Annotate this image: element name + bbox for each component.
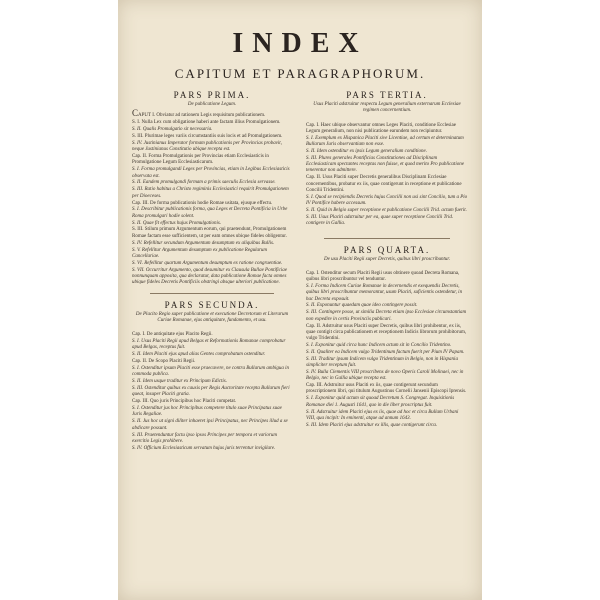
- list-item: S. III. Usus Placiti adstruitur per ea, quae super receptione Concilii Trid. contigere in Gallia.: [306, 214, 454, 227]
- list-item: S. I. Exemplum ex Hispanica Placiti sive Licentiae, ad certum et determinatum Bullarum Juris observantiam non esse.: [306, 135, 464, 148]
- list-item: S. I. Ostenditur ipsum Placiti esse praecavere, ne contra Bullarum ambigua in commoda publica.: [132, 365, 290, 378]
- list-item: S. II. Eandem promulgandi formam a primis saeculis Ecclesia servasse.: [132, 180, 276, 186]
- list-item: S. II. Idem ostenditur ex ipsis Legum generalium conditione.: [306, 148, 427, 154]
- list-item: S. II. Qualiter ea Indicem vulgo Tridentinum factum fuerit per Pium IV Papam.: [306, 349, 465, 355]
- book-page: [118, 0, 482, 600]
- list-item: S. II. Idem usque traditur ex Principum Edictis.: [132, 379, 227, 385]
- list-item: S. I. Exponitur quid circa hunc Indicem actum sit in Concilio Tridentino.: [306, 343, 452, 349]
- part-subtitle: De usu Placiti Regii super Decretis, quibus libri proscribuntur.: [323, 256, 450, 262]
- list-item: CAPUT I. Obviatur ad rationem Legis requisitum publicationem.: [132, 108, 266, 119]
- part-subtitle: De publicatione Legum.: [187, 102, 237, 107]
- list-item: S. I. Exponitur quid actum sit quoad Decretum S. Congregat. Inquisitionis Romanae diei 1. Augusti 1641, quo in die liber proscriptus fuit.: [306, 396, 455, 408]
- list-item: Cap. I. De antiquitate ejus Placito Regii.: [132, 332, 213, 338]
- list-item: S. IV. Refellitur secundum Argumentum desumptum ex aliquibus Bullis.: [132, 240, 275, 246]
- list-item: S. III. Idem Placiti ejus adstruitur ex illis, quae contigerunt circa.: [306, 422, 438, 428]
- list-item: Cap. III. De forma publicationis hodie Romae usitata, ejusque effectu.: [132, 200, 273, 206]
- list-item: S. VII. Occurritur Argumento, quod desumitur ex Clausula Bullae Pontificiae nonnunquam apposita, qua declaratur, data publicatione Romae facta omnes ubique fideles Decretis Pontificiis obstringi absque ulteriori publicatione.: [132, 267, 287, 286]
- list-item: S. I. Forma Indicem Curiae Romanae in decernendis et exequendis Decretis, quibus libri proscribuntur memorantur, usum Placiti, suficientis ostendetur, in hac Decreta exposuit.: [306, 283, 463, 302]
- list-item: S. II. Quid in Belgio super receptione et publicatione Concilii Trid. actum fuerit.: [306, 208, 467, 214]
- list-item: S. VI. Refellitur quartum Argumentum desumptum ex ratione congruentiae.: [132, 260, 283, 266]
- part-title: PARS SECUNDA.: [164, 299, 260, 310]
- list-item: S. II. Jus hoc ut signi diliter inhaeret ipsi Principatus, nec Principes illud a se abdicare possunt.: [132, 419, 288, 431]
- list-item: S. IV. Justinianus Imperator formam publicationis per Provincias probavit, neque Justinianus Constitutio ubique recepta est.: [132, 140, 282, 153]
- part-title: PARS QUARTA.: [343, 244, 431, 255]
- list-item: S. III. Plures generales Pontificias Constitutiones ad Disciplinam Ecclesiasticam spectantes receptas non fuisse, et quod merito Pro publicatione tenerentur non admittere.: [306, 155, 464, 174]
- list-item: S. II. Idem Placiti ejus apud alias Gentes comprobatum ostenditur.: [132, 352, 266, 358]
- list-item: S. I. Describitur publicationis forma, qua Leges et Decreta Pontificia in Urbe Roma promulgari hodie solent.: [132, 207, 288, 219]
- list-item: S. I. Quod se recipiendis Decretis hujus Concilii non usi sint Concilio, tum a Pio IV Pontifice habere accessum.: [306, 194, 468, 207]
- list-item: Cap. III. Adstruitur usus Placiti ex iis, quae contigerunt secundum proscriptionem libri, qui titulum Augustinus Cornelii Jansenii Episcopi Iprensis.: [306, 383, 467, 395]
- list-item: Cap. II. Usus Placiti super Decretis generalibus Disciplinam Ecclesiae concernentibus, probatur ex iis, quae contigerunt in receptione et publicatione Concilii Tridentini.: [306, 175, 462, 193]
- list-item: S. III. Ratio habitus a Christo regiminis Ecclesiastici requirit Promulgationem per Dioeceses.: [132, 187, 289, 199]
- list-item: S. I. Ostenditur jus hoc Principibus competere titulo suae Principatus suae Juris Regaliae.: [132, 406, 282, 418]
- list-item: S. V. Refellitur Argumentum desumptum ex publicatione Regularum Cancellariae.: [132, 247, 268, 259]
- list-item: Cap. II. De Scopo Placiti Regii.: [132, 359, 196, 365]
- index-subtitle: CAPITUM ET PARAGRAPHORUM.: [174, 66, 426, 81]
- list-item: S. I. Usus Placiti Regii apud Belgas et Reformationis Romanae comprobatur apud Belgas, receptus fuit.: [132, 339, 286, 351]
- list-item: S. I. Nulla Lex cum obligatione haberi ante factam illius Promulgationem.: [132, 120, 281, 126]
- part-title: PARS PRIMA.: [173, 90, 251, 100]
- list-item: Cap. I. Haec ubique observantur omnes Leges Placiti, conditione Ecclesiae Legum generalium, non nisi publicatione earundem non recipiuntur.: [306, 122, 456, 134]
- divider: [324, 238, 450, 239]
- list-item: Cap. II. Adstruitur usus Placiti super Decretis, quibus libri prohibentur, ex iis, quae contigit circa publicationem et receptionem Indicis librorum prohibitorum, vulgo Tridentini.: [306, 323, 467, 342]
- list-item: S. III. Stilum primum Argumentum eorum, qui praetendunt, Promulgationem Romae factam esse sufficientem, ut per eam omnes ubique fideles obligentur.: [132, 227, 287, 239]
- list-item: S. I. Forma promulgandi Leges per Provincias, etiam in Legibus Ecclesiasticis observata est.: [132, 167, 290, 179]
- list-item: Cap. III. Quo juris Principibus hoc Placiti competat.: [132, 399, 237, 405]
- list-item: S. III. Praetenduntur factu ipso ipsos Principes per tempora et variorum exercitio Legis prohibere.: [132, 432, 277, 444]
- divider: [150, 293, 274, 294]
- part-subtitle: De Placito Regio super publicatione et executione Decretorum et Literarum Curiae Romanae, ejus antiquitate, fundamento, et usu.: [135, 311, 289, 323]
- part-subtitle: Usus Placiti adstruitur respectu Legum generalium externarum Ecclesiae regimen concernentium.: [313, 102, 461, 114]
- part-title: PARS TERTIA.: [346, 90, 428, 100]
- list-item: S. III. Contingere posse, ut similia Decreta etiam ipso Ecclesiae circumstantiam non expedire in certis Provinciis publicari.: [306, 310, 467, 322]
- list-item: S. IV. Officium Ecclesiasticum servatum hujus juris terrentur invigilare.: [132, 445, 276, 451]
- list-item: Cap. I. Ostenditur secum Placiti Regii usus obtinere quoad Decreta Romana, quibus libri proscribuntur vel tenduntur.: [306, 270, 460, 283]
- list-item: S. III. Ostenditur quibus ex causis per Regis Auctoritate recepta Bullarum fieri queat, insuper Placiti gratia.: [132, 386, 290, 398]
- list-item: S. II. Quae fit effectus hujus Promulgationis.: [132, 220, 222, 226]
- left-column: [132, 90, 292, 453]
- list-item: S. IV. Bulla Clementis VIII proscribens de novo Operis Caroli Molinaei, nec in Belgio, nec in Gallia ubique recepta est.: [306, 370, 464, 382]
- list-item: S. II. Qualis Promulgatio sit necessaria.: [132, 127, 213, 133]
- list-item: Cap. II. Forma Promulgationis per Provincias etiam Ecclesiasticis in Promulgatione Legum Ecclesiasticarum.: [132, 154, 269, 166]
- right-column: [306, 90, 468, 430]
- index-title: INDEX: [232, 28, 368, 59]
- list-item: S. II. Adstruitur idem Placiti ejus ex iis, quae ad hoc et circa Bullam Urbani VIII, qua incipit: In eminenti, atque ad annum 1643.: [306, 409, 459, 421]
- list-item: S. III. Traditur ipsum Indicem vulgo Tridentinum in Belgio, non in Hispania simpliciter receptum fuit.: [306, 356, 458, 369]
- list-item: S. III. Plurimae leges variis circumstantiis suis locis et ad Promulgationem.: [132, 133, 283, 139]
- list-item: S. II. Exponuntur quaedam quae ideo contingere possit.: [306, 303, 418, 309]
